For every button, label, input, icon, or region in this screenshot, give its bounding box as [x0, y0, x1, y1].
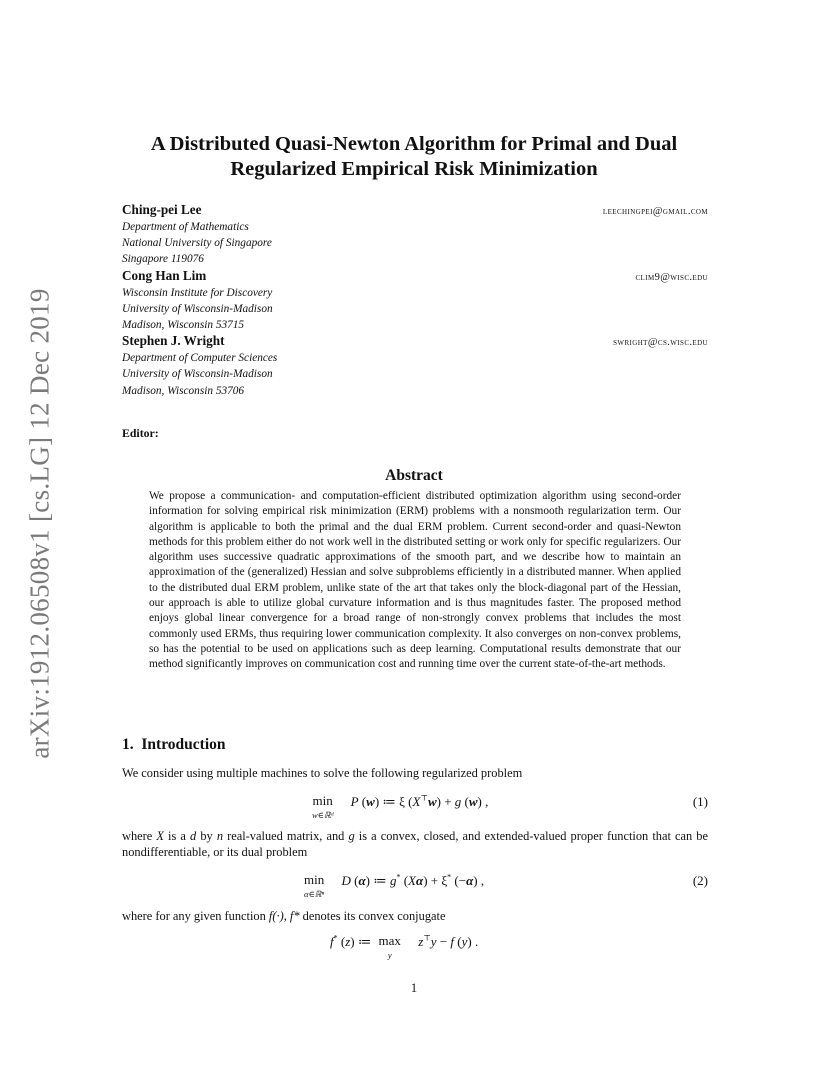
affiliation-line: Madison, Wisconsin 53706: [122, 384, 245, 397]
affiliation-line: Singapore 119076: [122, 253, 204, 266]
title-line-1: A Distributed Quasi-Newton Algorithm for Primal and Dual: [150, 133, 678, 155]
equation-2-body: [304, 873, 484, 901]
equation-2: [122, 873, 708, 909]
abstract-text: We propose a communication- and computation-efficient distributed optimization algorithm using second-order information for solving empirical risk minimization (ERM) problems with a nonsmooth regularization term. Our algorithm is applicable to both the primal and the dual ERM problem. Current second-order and quasi-Newton methods for this problem either do not work well in the distributed setting or work only for specific regularizers. Our algorithm uses successive quadratic approximations of the smooth part, and we describe how to maintain an approximation of the (generalized) Hessian and solve subproblems efficiently in a distributed manner. When applied to the distributed dual ERM problem, unlike state of the art that takes only the block-diagonal part of the Hessian, our approach is able to utilize global curvature information and is thus magnitudes faster. The proposed method enjoys global linear convergence for a broad range of non-strongly convex problems that includes the most commonly used ERMs, thus requiring lower communication complexity. It also converges on non-convex problems, so has the potential to be used on applications such as deep learning. Computational results demonstrate that our method significantly improves on communication cost and running time over the current state-of-the-art methods.: [149, 490, 681, 671]
author-name: Stephen J. Wright: [122, 333, 225, 349]
min-label: min: [312, 793, 333, 808]
min-operator: [312, 794, 333, 822]
min-subscript: w∈ℝᵈ: [312, 810, 334, 820]
author-3: [122, 333, 708, 399]
intro-paragraph-3: where for any given function f(·), f* denotes its convex conjugate: [122, 909, 446, 923]
author-email[interactable]: swright@cs.wisc.edu: [613, 337, 708, 349]
arxiv-sidebar: [20, 288, 60, 758]
affiliation-line: Department of Computer Sciences: [122, 352, 278, 365]
affiliation-line: Department of Mathematics: [122, 221, 249, 233]
min-operator: [304, 873, 324, 901]
intro-paragraph-2: where X is a d by n real-valued matrix, and g is a convex, closed, and extended-valued proper function that can be nondifferentiable, or its dual problem: [122, 829, 708, 860]
author-name: Ching-pei Lee: [122, 202, 202, 217]
primal-objective: P (w) ≔ ξ (X⊤w) + g (w) ,: [350, 794, 489, 810]
max-operator: [379, 934, 401, 962]
equation-3-body: [330, 934, 478, 962]
section-title: Introduction: [141, 736, 226, 753]
affiliation-line: National University of Singapore: [122, 237, 272, 250]
min-subscript: α∈ℝⁿ: [304, 889, 325, 899]
equation-1: [122, 794, 708, 830]
conjugate-rhs: z⊤y − f (y) .: [418, 934, 479, 950]
author-name: Cong Han Lim: [122, 267, 207, 283]
author-email[interactable]: clim9@wisc.edu: [635, 271, 708, 283]
section-heading: [122, 736, 226, 754]
conjugate-lhs: f* (z) ≔: [330, 934, 375, 950]
page-number: 1: [410, 981, 418, 995]
affiliation-line: Wisconsin Institute for Discovery: [122, 286, 273, 299]
editor-label: Editor:: [122, 426, 159, 440]
min-label: min: [304, 872, 325, 887]
arxiv-identifier: arXiv:1912.06508v1 [cs.LG] 12 Dec 2019: [24, 287, 55, 759]
equation-number: (1): [692, 794, 708, 809]
affiliation-line: Madison, Wisconsin 53715: [122, 319, 245, 332]
author-1: [122, 202, 708, 268]
equation-3: [122, 934, 708, 970]
equation-1-body: [312, 794, 488, 822]
abstract-heading: Abstract: [385, 467, 443, 484]
dual-objective: D (α) ≔ g* (Xα) + ξ* (−α) ,: [341, 873, 485, 889]
max-label: max: [378, 933, 401, 948]
affiliation-line: University of Wisconsin-Madison: [122, 368, 273, 381]
author-2: [122, 268, 708, 334]
section-number: 1.: [122, 736, 134, 753]
author-email[interactable]: leechingpei@gmail.com: [602, 206, 708, 217]
intro-paragraph-1: We consider using multiple machines to solve the following regularized problem: [122, 766, 523, 780]
max-subscript: y: [387, 950, 392, 960]
paper-title: [100, 132, 728, 182]
equation-number: (2): [692, 873, 708, 888]
title-line-2: Regularized Empirical Risk Minimization: [230, 158, 598, 180]
affiliation-line: University of Wisconsin-Madison: [122, 302, 273, 315]
author-block: [122, 202, 708, 399]
